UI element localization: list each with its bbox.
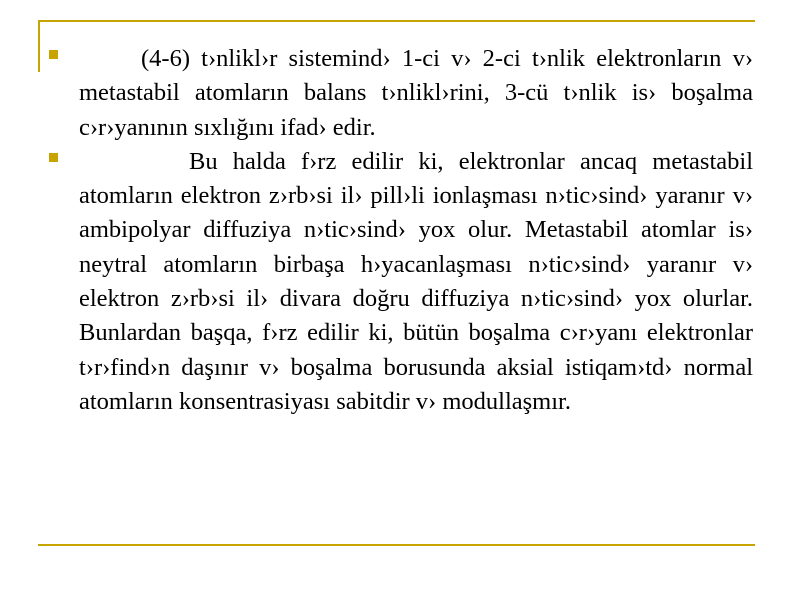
slide-body [45, 42, 753, 419]
square-bullet-icon [49, 153, 58, 162]
accent-bottom-rule [38, 544, 755, 546]
accent-vertical-rule [38, 20, 40, 72]
square-bullet-icon [49, 50, 58, 59]
accent-top-rule [38, 20, 755, 22]
bullet-text-1-content: (4-6) t›nlikl›r sistemind› 1-ci v› 2-ci t›nlik elektronların v› metastabil atomların balans t›nlikl›rini, 3-cü t›nlik is› boşalma c›r›yanının sıxlığını ifad› edir. [79, 45, 753, 141]
bullet-item-1 [45, 42, 753, 145]
bullet-text-2-content: Bu halda f›rz edilir ki, elektronlar ancaq metastabil atomların elektron z›rb›si il› pill›li ionlaşması n›tic›sind› yaranır v› ambipolyar diffuziya n›tic›sind› yox olur. Metastabil atomlar is› neytral atomların birbaşa h›yacanlaşması n›tic›sind› yaranır v› elektron z›rb›si il› divara doğru diffuziya n›tic›sind› yox olurlar. Bunlardan başqa, f›rz edilir ki, bütün boşalma c›r›yanı elektronlar t›r›find›n daşınır v› boşalma borusunda aksial istiqam›td› normal atomların konsentrasiyası sabitdir v› modullaşmır. [79, 147, 753, 415]
bullet-item-2 [45, 145, 753, 419]
bullet-text-2 [79, 145, 753, 419]
bullet-text-1 [79, 42, 753, 145]
